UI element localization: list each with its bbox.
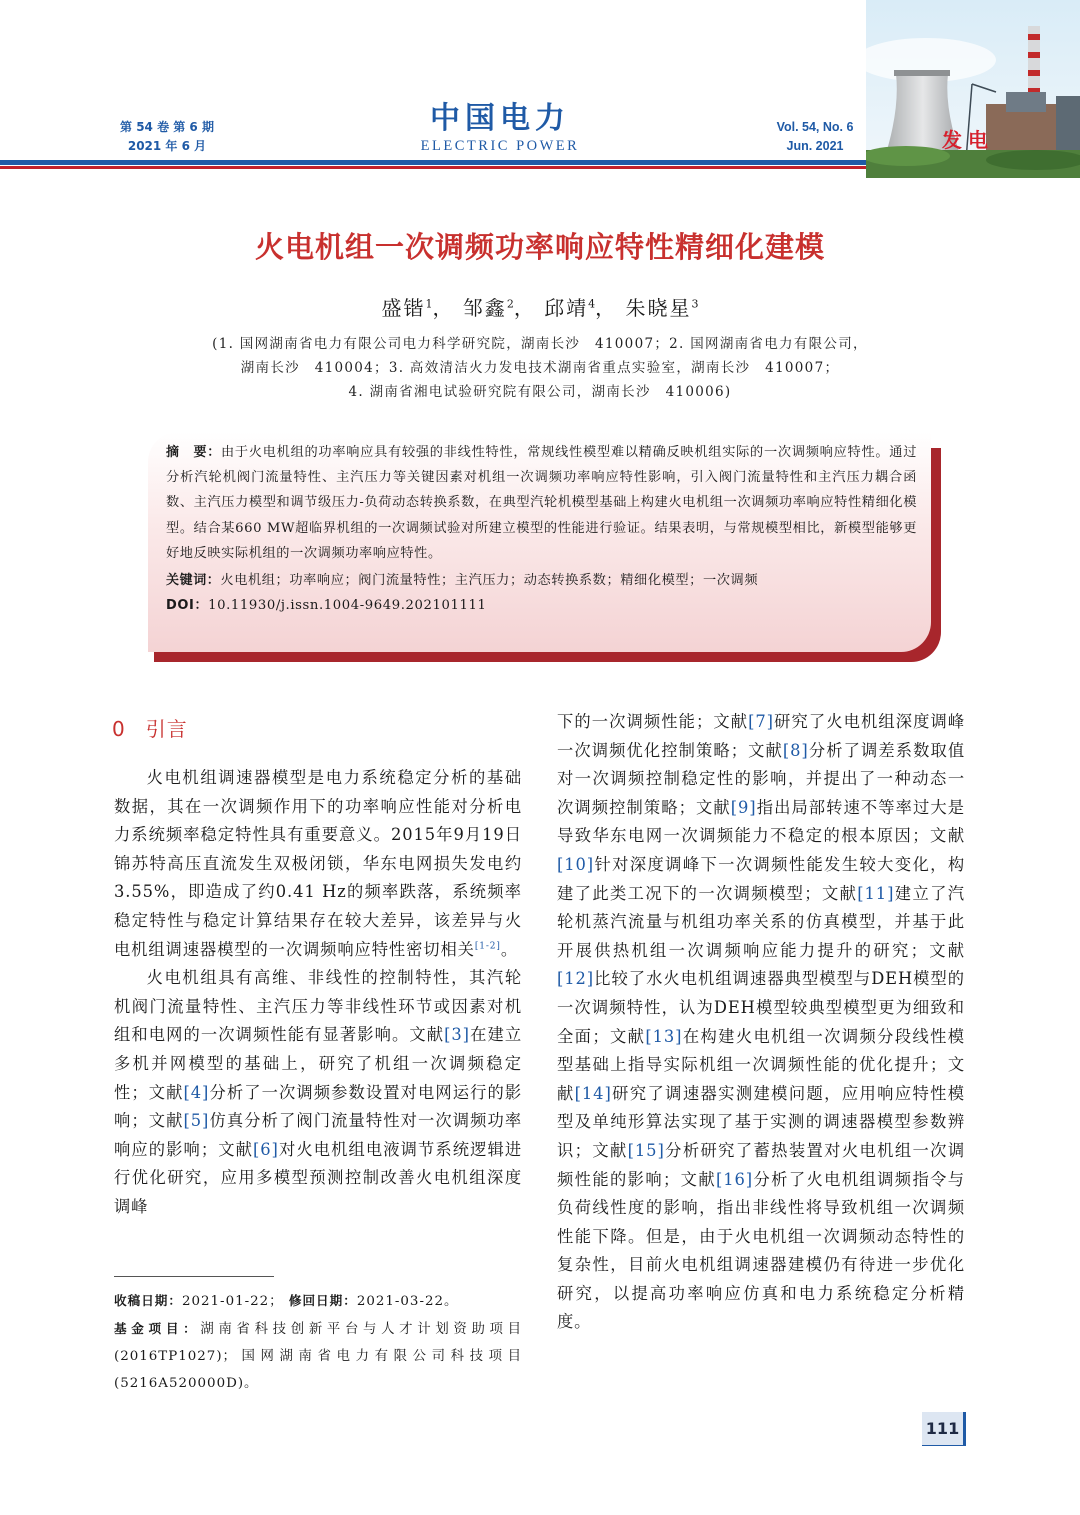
header-rule-blue [0,160,866,165]
revised-date: 2021-03-22。 [356,1294,459,1309]
affiliation-line: 4. 湖南省湘电试验研究院有限公司，湖南长沙 410006) [348,384,732,400]
doi-label: DOI： [166,598,209,614]
text-run: 对火电机组电液调节系统逻辑进行优化研究，应用多模型预测控制改善火电机组深度调峰 [114,1139,522,1216]
footnote-rule [114,1276,274,1277]
received-label: 收稿日期： [114,1293,182,1308]
text-run: 研究了调速器实测建模问题，应用响应特性模型及单纯形算法实现了基于实测的调速器模型参数辨识；文献 [557,1083,965,1160]
text-run: 分析了一次调频参数设置对电网运行的影响；文献 [114,1082,522,1131]
citation-link[interactable]: [13] [645,1026,683,1046]
body-column-left [114,764,522,1222]
citation-link[interactable]: [1-2] [474,941,501,952]
issue-volume-cn: 第 54 卷 第 6 期 [120,120,214,134]
author-affiliation-mark: 4 [588,297,596,311]
footnote-fund [114,1315,522,1397]
text-run: 在建立多机并网模型的基础上，研究了机组一次调频稳定性；文献 [114,1025,522,1102]
author-name: 邹鑫 [462,296,507,320]
received-date: 2021-01-22； [181,1294,284,1309]
abstract-label: 摘 要： [166,445,221,460]
keywords-label: 关键词： [166,573,221,589]
citation-link[interactable]: [7] [748,712,774,731]
citation-link[interactable]: [16] [715,1169,754,1189]
journal-name-cn: 中国电力 [430,101,570,136]
text-run: 研究了火电机组深度调峰一次调频优化控制策略；文献 [557,712,966,760]
journal-masthead [380,100,620,154]
text-run: 比较了水火电机组调速器典型模型与DEH模型的一次调频特性，认为DEH模型较典型模型更为细致和全面；文献 [557,969,965,1046]
text-run: 分析了调差系数取值对一次调频控制稳定性的影响，并提出了一种动态一次调频控制策略；文献 [557,740,966,817]
revised-label: 修回日期： [288,1293,357,1308]
journal-name-en: ELECTRIC POWER [420,138,580,154]
abstract-text: 由于火电机组的功率响应具有较强的非线性特性，常规线性模型难以精确反映机组实际的一次调频响应特性。通过分析汽轮机阀门流量特性、主汽压力等关键因素对机组一次调频功率响应特性影响，引入阀门流量特性和主汽压力耦合函数、主汽压力模型和调节级压力-负荷动态转换系数，在典型汽轮机模型基础上构建火电机组一次调频功率响应特性精细化模型。结合某660 MW超临界机组的一次调频试验对所建立模型的性能进行验证。结果表明，与常规模型相比，新模型能够更好地反映实际机组的一次调频功率响应特性。 [166,445,917,561]
header-rule-red [0,166,866,169]
section-number: 0 [112,717,126,741]
issue-date-cn: 2021 年 6 月 [127,139,207,153]
fund-label: 基金项目： [114,1321,201,1336]
affiliation-line: (1. 国网湖南省电力有限公司电力科学研究院，湖南长沙 410007；2. 国网湖南省电力有限公司， [212,336,868,352]
author-name: 盛锴 [381,296,426,320]
citation-link[interactable]: [8] [782,740,809,760]
citation-link[interactable]: [15] [627,1140,665,1160]
citation-link[interactable]: [10] [557,854,595,874]
body-paragraph [114,764,522,964]
author-affiliation-mark: 1 [425,297,433,311]
text-run: 针对深度调峰下一次调频性能发生较大变化，构建了此类工况下的一次调频模型；文献 [557,854,965,903]
abstract-box [148,432,931,652]
body-paragraph [557,708,965,1337]
citation-link[interactable]: [9] [730,797,757,817]
issue-info-cn [112,118,222,156]
abstract-paragraph [166,440,917,566]
footnote [114,1287,522,1397]
citation-link[interactable]: [14] [574,1083,612,1103]
keywords-text: 火电机组；功率响应；阀门流量特性；主汽压力；动态转换系数；精细化模型；一次调频 [220,573,759,589]
doi-line [166,593,917,618]
footnote-dates [114,1287,522,1315]
text-run: 下的一次调频性能；文献 [557,712,749,731]
author-affiliation-mark: 3 [691,297,699,311]
text-run: 指出局部转速不等率过大是导致华东电网一次调频能力不稳定的根本原因；文献 [557,797,965,846]
issue-info-en [762,118,868,156]
author-affiliation-mark: 2 [506,297,514,311]
body-paragraph [114,964,522,1221]
author-name: 朱晓星 [625,296,692,320]
citation-link[interactable]: [11] [857,883,895,903]
text-run: 建立了汽轮机蒸汽流量与机组功率关系的仿真模型，并基于此开展供热机组一次调频响应能力提升的研究；文献 [557,883,965,960]
text-run: 在构建火电机组一次调频分段线性模型基础上指导实际机组一次调频性能的优化提升；文献 [557,1026,965,1103]
author-separator: ， [432,296,455,320]
citation-link[interactable]: [4] [183,1082,210,1102]
page-number: 111 [922,1412,966,1446]
citation-link[interactable]: [12] [557,969,595,989]
author-name: 邱靖 [544,296,589,320]
citation-link[interactable]: [6] [253,1139,279,1159]
citation-link[interactable]: [5] [183,1111,210,1131]
body-column-right [557,708,965,1337]
author-separator: ， [513,296,536,320]
section-tag: 发电 [942,128,994,152]
text-run: 分析了火电机组调频指令与负荷线性度的影响，指出非线性将导致机组一次调频性能下降。但是，由于火电机组一次调频动态特性的复杂性，目前火电机组调速器建模仍有待进一步优化研究，以提高功率响应仿真和电力系统稳定分析精度。 [557,1169,965,1332]
issue-volume-en: Vol. 54, No. 6 [776,120,854,134]
keywords-line [166,568,917,593]
doi-link[interactable]: 10.11930/j.issn.1004-9649.202101111 [208,598,487,614]
text-run: 火电机组调速器模型是电力系统稳定分析的基础数据，其在一次调频作用下的功率响应性能对分析电力系统频率稳定特性具有重要意义。2015年9月19日锦苏特高压直流发生双极闭锁，华东电网损失发电约3.55%，即造成了约0.41 Hz的频率跌落，系统频率稳定特性与稳定计算结果存在较大差异，该差异与火电机组调速器模型的一次调频响应特性密切相关 [114,768,522,959]
text-run: 分析研究了蓄热装置对火电机组一次调频性能的影响；文献 [557,1140,965,1189]
affiliation-line: 湖南长沙 410004；3. 高效清洁火力发电技术湖南省重点实验室，湖南长沙 410007； [240,360,840,376]
author-list [0,292,1080,321]
section-heading [112,713,188,742]
power-plant-photo [866,0,1080,178]
author-separator: ， [595,296,618,320]
issue-date-en: Jun. 2021 [786,139,844,153]
article-title: 火电机组一次调频功率响应特性精细化建模 [254,230,825,264]
text-run: 仿真分析了阀门流量特性对一次调频功率响应的影响；文献 [114,1111,522,1159]
section-title: 引言 [145,717,188,741]
citation-link[interactable]: [3] [444,1025,470,1045]
text-run: 火电机组具有高维、非线性的控制特性，其汽轮机阀门流量特性、主汽压力等非线性环节或因素对机组和电网的一次调频性能有显著影响。文献 [114,968,522,1045]
text-run: 。 [500,939,519,959]
fund-text: 湖南省科技创新平台与人才计划资助项目(2016TP1027)；国网湖南省电力有限公司科技项目(5216A520000D)。 [114,1322,523,1391]
